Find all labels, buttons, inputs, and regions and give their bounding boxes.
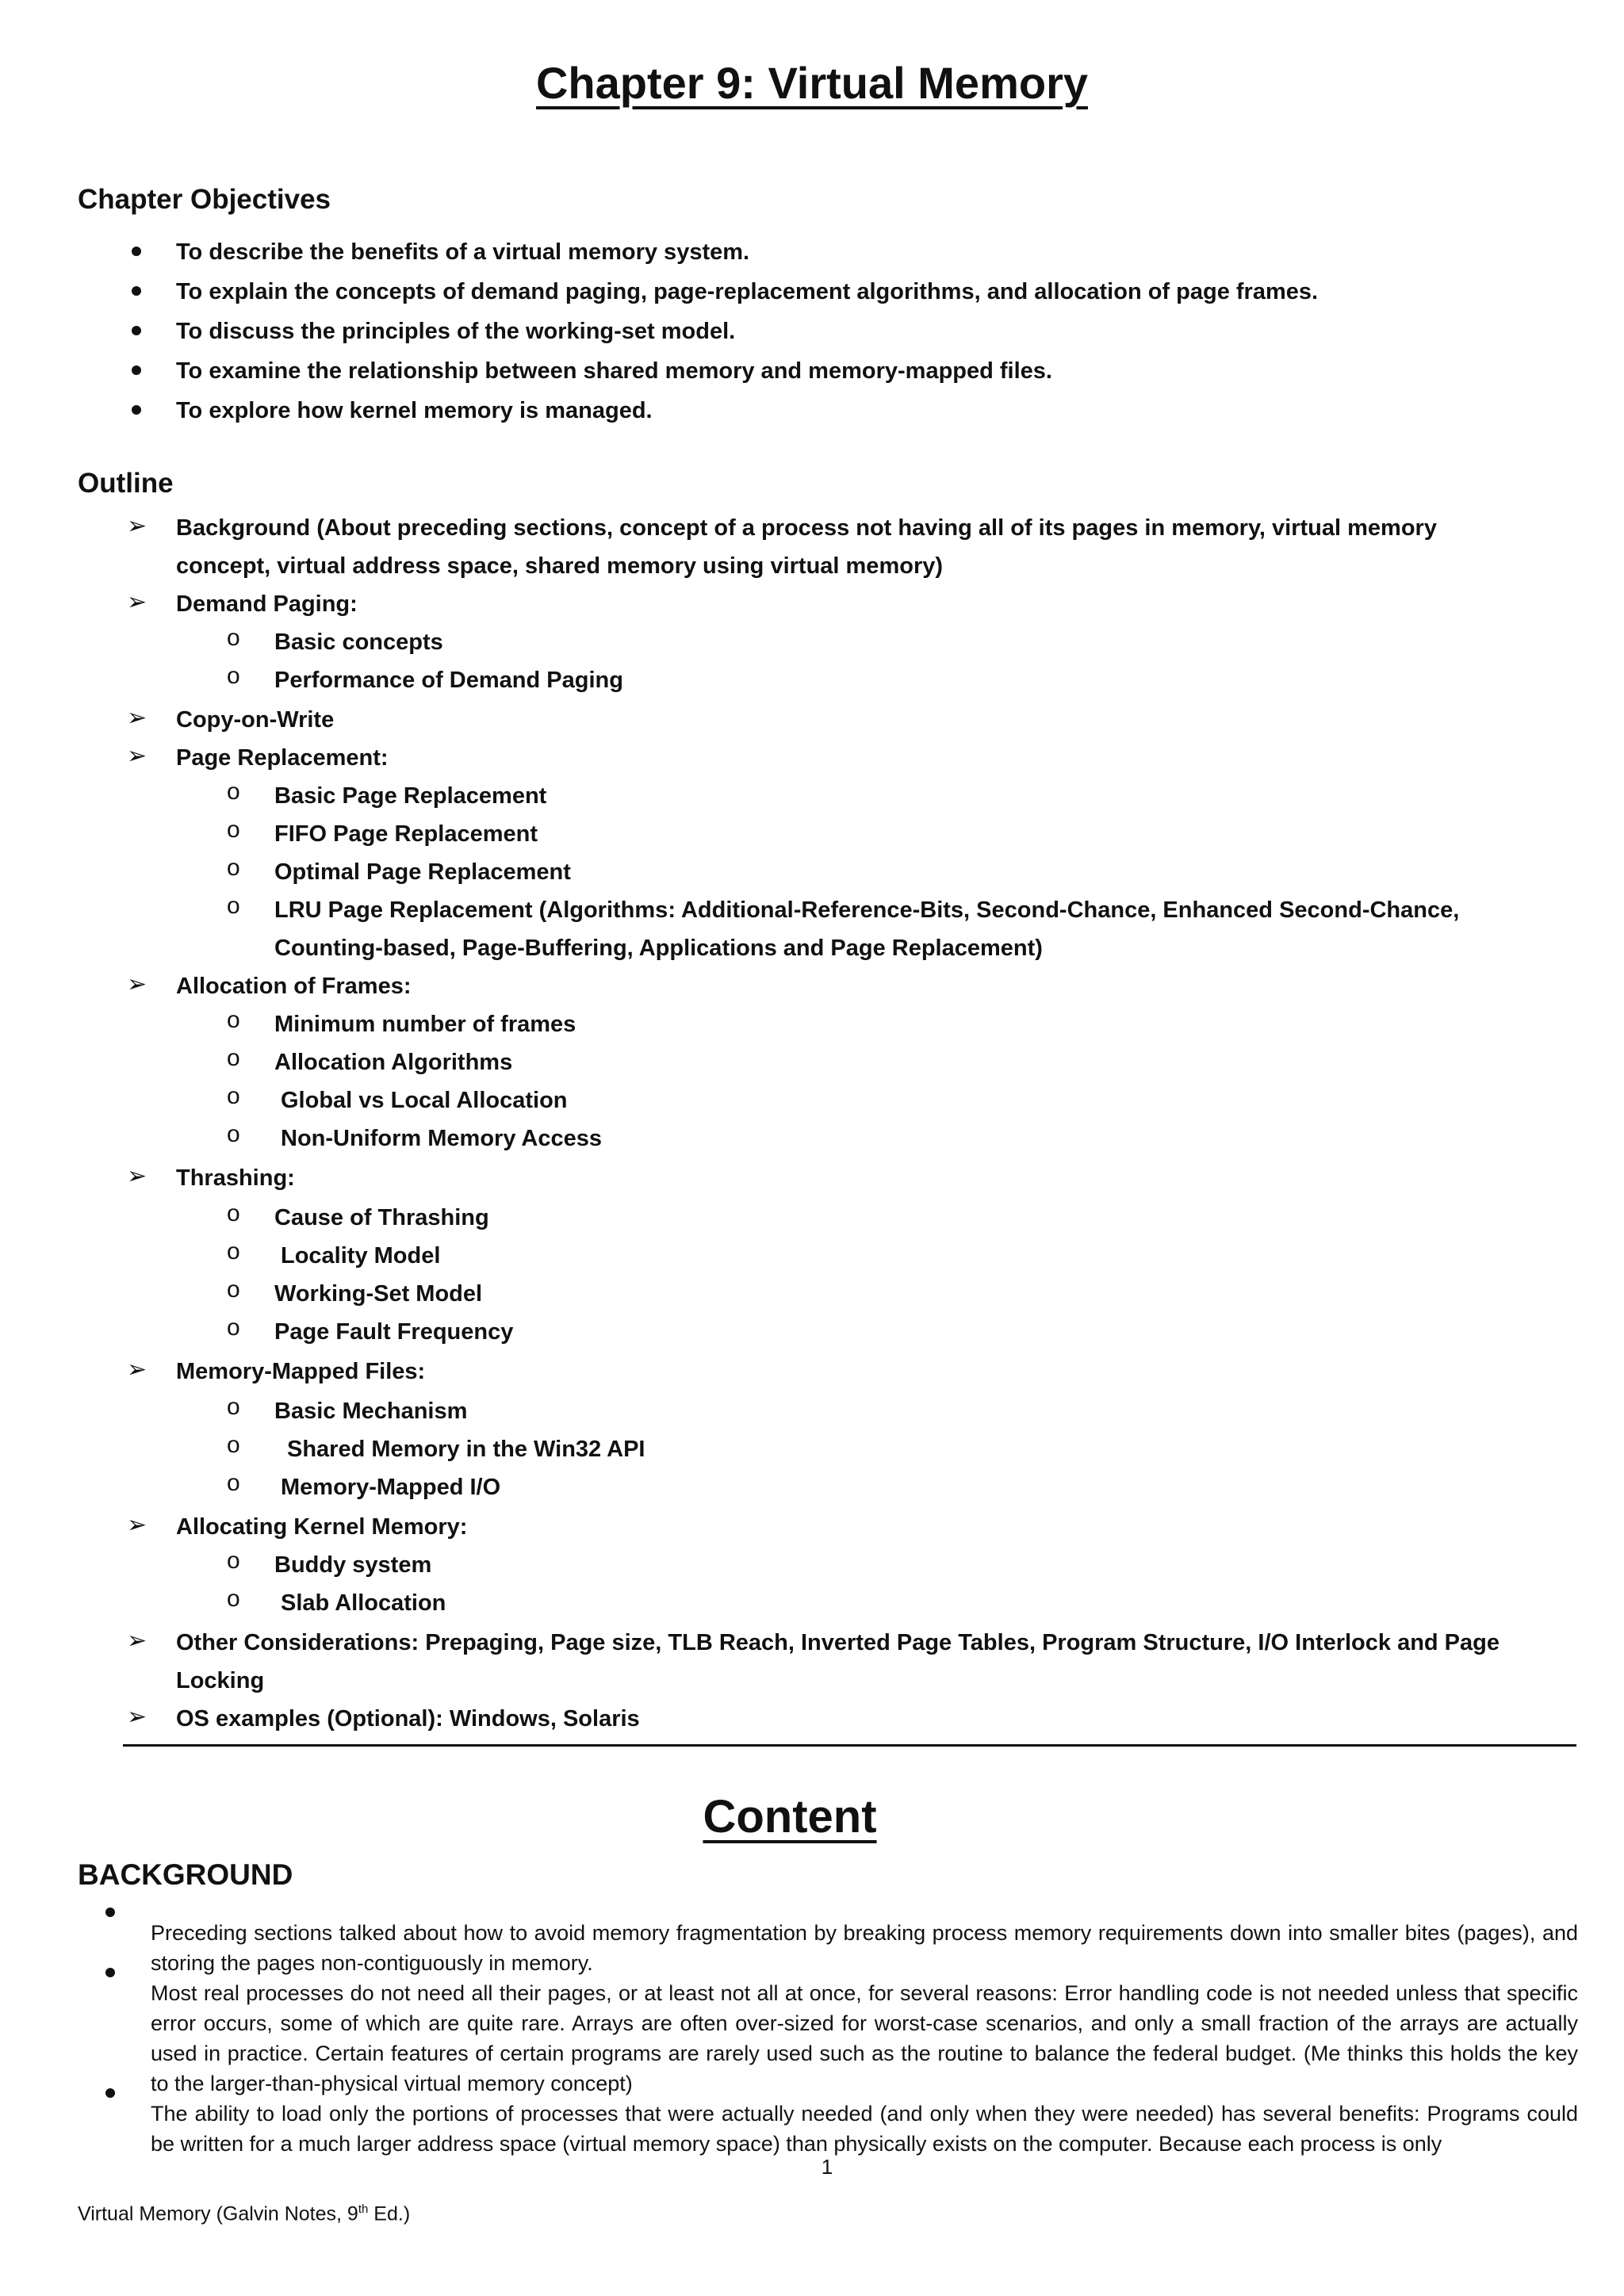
- outline-subitem: FIFO Page Replacement: [274, 821, 538, 847]
- footer-superscript: th: [358, 2202, 369, 2216]
- bullet-dot-icon: [132, 405, 141, 415]
- outline-subitem: Basic concepts: [274, 629, 443, 655]
- outline-subitem: Locality Model: [281, 1243, 441, 1269]
- background-paragraph: The ability to load only the portions of processes that were actually needed (and only when they were needed) has several benefits: Programs could be written for a much larger address space (virtual memory space) than physically exists on the computer. Because each process is only: [151, 2102, 1578, 2156]
- section-divider: [123, 1744, 1576, 1747]
- background-paragraph: Most real processes do not need all their pages, or at least not all at once, for several reasons: Error handling code is not needed unless that specific error occurs, some of which are quite rare. Arrays are often over-sized for worst-case scenarios, and only a small fraction of the arrays are actually used in practice. Certain features of certain programs are rarely used such as the routine to balance the federal budget. (Me thinks this holds the key to the larger-than-physical virtual memory concept): [151, 1981, 1578, 2095]
- objective-item: To explore how kernel memory is managed.: [176, 398, 653, 423]
- outline-subitem: Global vs Local Allocation: [281, 1088, 568, 1113]
- outline-item: Allocating Kernel Memory:: [176, 1514, 468, 1540]
- page-number: 1: [821, 2155, 833, 2179]
- outline-item: Other Considerations: Prepaging, Page size, TLB Reach, Inverted Page Tables, Program Structure, I/O Interlock and Page Locking: [176, 1630, 1500, 1693]
- background-heading: BACKGROUND: [78, 1858, 293, 1891]
- objective-item: To examine the relationship between shared memory and memory-mapped files.: [176, 358, 1052, 384]
- bullet-dot-icon: [132, 286, 141, 296]
- circle-bullet-icon: o: [227, 1586, 240, 1612]
- circle-bullet-icon: o: [227, 1121, 240, 1147]
- circle-bullet-icon: o: [227, 1432, 240, 1458]
- outline-item: Background (About preceding sections, concept of a process not having all of its pages in memory, virtual memory concept, virtual address space, shared memory using virtual memory): [176, 515, 1437, 579]
- outline-item: Copy-on-Write: [176, 707, 335, 733]
- bullet-dot-icon: [132, 365, 141, 375]
- outline-subitem: Basic Page Replacement: [274, 783, 547, 809]
- outline-subitem: Non-Uniform Memory Access: [281, 1126, 603, 1151]
- circle-bullet-icon: o: [227, 1394, 240, 1420]
- outline-item: Thrashing:: [176, 1165, 295, 1191]
- circle-bullet-icon: o: [227, 1083, 240, 1109]
- outline-item: Memory-Mapped Files:: [176, 1359, 426, 1384]
- bullet-dot-icon: [105, 1968, 115, 1977]
- outline-heading: Outline: [78, 468, 174, 499]
- arrow-bullet-icon: ➢: [127, 1357, 147, 1383]
- outline-item: Allocation of Frames:: [176, 974, 412, 999]
- arrow-bullet-icon: ➢: [127, 743, 147, 769]
- arrow-bullet-icon: ➢: [127, 589, 147, 615]
- arrow-bullet-icon: ➢: [127, 971, 147, 997]
- background-paragraph: Preceding sections talked about how to avoid memory fragmentation by breaking process memory requirements down into smaller bites (pages), and storing the pages non-contiguously in memory.: [151, 1921, 1578, 1975]
- circle-bullet-icon: o: [227, 1200, 240, 1226]
- objective-item: To describe the benefits of a virtual memory system.: [176, 239, 750, 265]
- page-title: Chapter 9: Virtual Memory: [535, 58, 1089, 108]
- circle-bullet-icon: o: [227, 1045, 240, 1071]
- circle-bullet-icon: o: [227, 855, 240, 881]
- bullet-dot-icon: [132, 326, 141, 335]
- bullet-dot-icon: [132, 247, 141, 256]
- outline-subitem: Optimal Page Replacement: [274, 859, 571, 885]
- circle-bullet-icon: o: [227, 817, 240, 843]
- circle-bullet-icon: o: [227, 893, 240, 919]
- outline-subitem: Minimum number of frames: [274, 1012, 576, 1037]
- outline-subitem: Memory-Mapped I/O: [281, 1475, 501, 1500]
- outline-subitem: Working-Set Model: [274, 1281, 483, 1307]
- outline-subitem: Performance of Demand Paging: [274, 668, 623, 693]
- outline-subitem: Page Fault Frequency: [274, 1319, 514, 1345]
- objective-item: To explain the concepts of demand paging, page-replacement algorithms, and allocation of page frames.: [176, 279, 1319, 304]
- content-title: Content: [703, 1791, 877, 1843]
- outline-item: Demand Paging:: [176, 591, 358, 617]
- objective-item: To discuss the principles of the working-set model.: [176, 319, 736, 344]
- circle-bullet-icon: o: [227, 1470, 240, 1496]
- outline-item: OS examples (Optional): Windows, Solaris: [176, 1706, 640, 1732]
- outline-subitem: Slab Allocation: [281, 1590, 446, 1616]
- outline-subitem: Shared Memory in the Win32 API: [287, 1437, 645, 1462]
- circle-bullet-icon: o: [227, 625, 240, 651]
- outline-subitem: Cause of Thrashing: [274, 1205, 489, 1230]
- outline-subitem: LRU Page Replacement (Algorithms: Additional-Reference-Bits, Second-Chance, Enhanced Second-Chance, Counting-based, Page-Buffering, Applications and Page Replacement): [274, 897, 1460, 961]
- circle-bullet-icon: o: [227, 1276, 240, 1303]
- circle-bullet-icon: o: [227, 1007, 240, 1033]
- circle-bullet-icon: o: [227, 663, 240, 689]
- outline-subitem: Allocation Algorithms: [274, 1050, 513, 1075]
- footer-text: Virtual Memory (Galvin Notes, 9: [78, 2202, 358, 2225]
- outline-subitem: Basic Mechanism: [274, 1399, 468, 1424]
- outline-item: Page Replacement:: [176, 745, 389, 771]
- circle-bullet-icon: o: [227, 1238, 240, 1265]
- arrow-bullet-icon: ➢: [127, 513, 147, 539]
- circle-bullet-icon: o: [227, 1314, 240, 1341]
- outline-subitem: Buddy system: [274, 1552, 432, 1578]
- arrow-bullet-icon: ➢: [127, 1628, 147, 1654]
- page-footer: [78, 2202, 410, 2225]
- arrow-bullet-icon: ➢: [127, 1163, 147, 1189]
- arrow-bullet-icon: ➢: [127, 705, 147, 731]
- bullet-dot-icon: [105, 2088, 115, 2098]
- circle-bullet-icon: o: [227, 779, 240, 805]
- circle-bullet-icon: o: [227, 1548, 240, 1574]
- footer-text-end: Ed.): [368, 2202, 411, 2225]
- objectives-heading: Chapter Objectives: [78, 184, 331, 215]
- arrow-bullet-icon: ➢: [127, 1704, 147, 1730]
- bullet-dot-icon: [105, 1908, 115, 1917]
- arrow-bullet-icon: ➢: [127, 1512, 147, 1538]
